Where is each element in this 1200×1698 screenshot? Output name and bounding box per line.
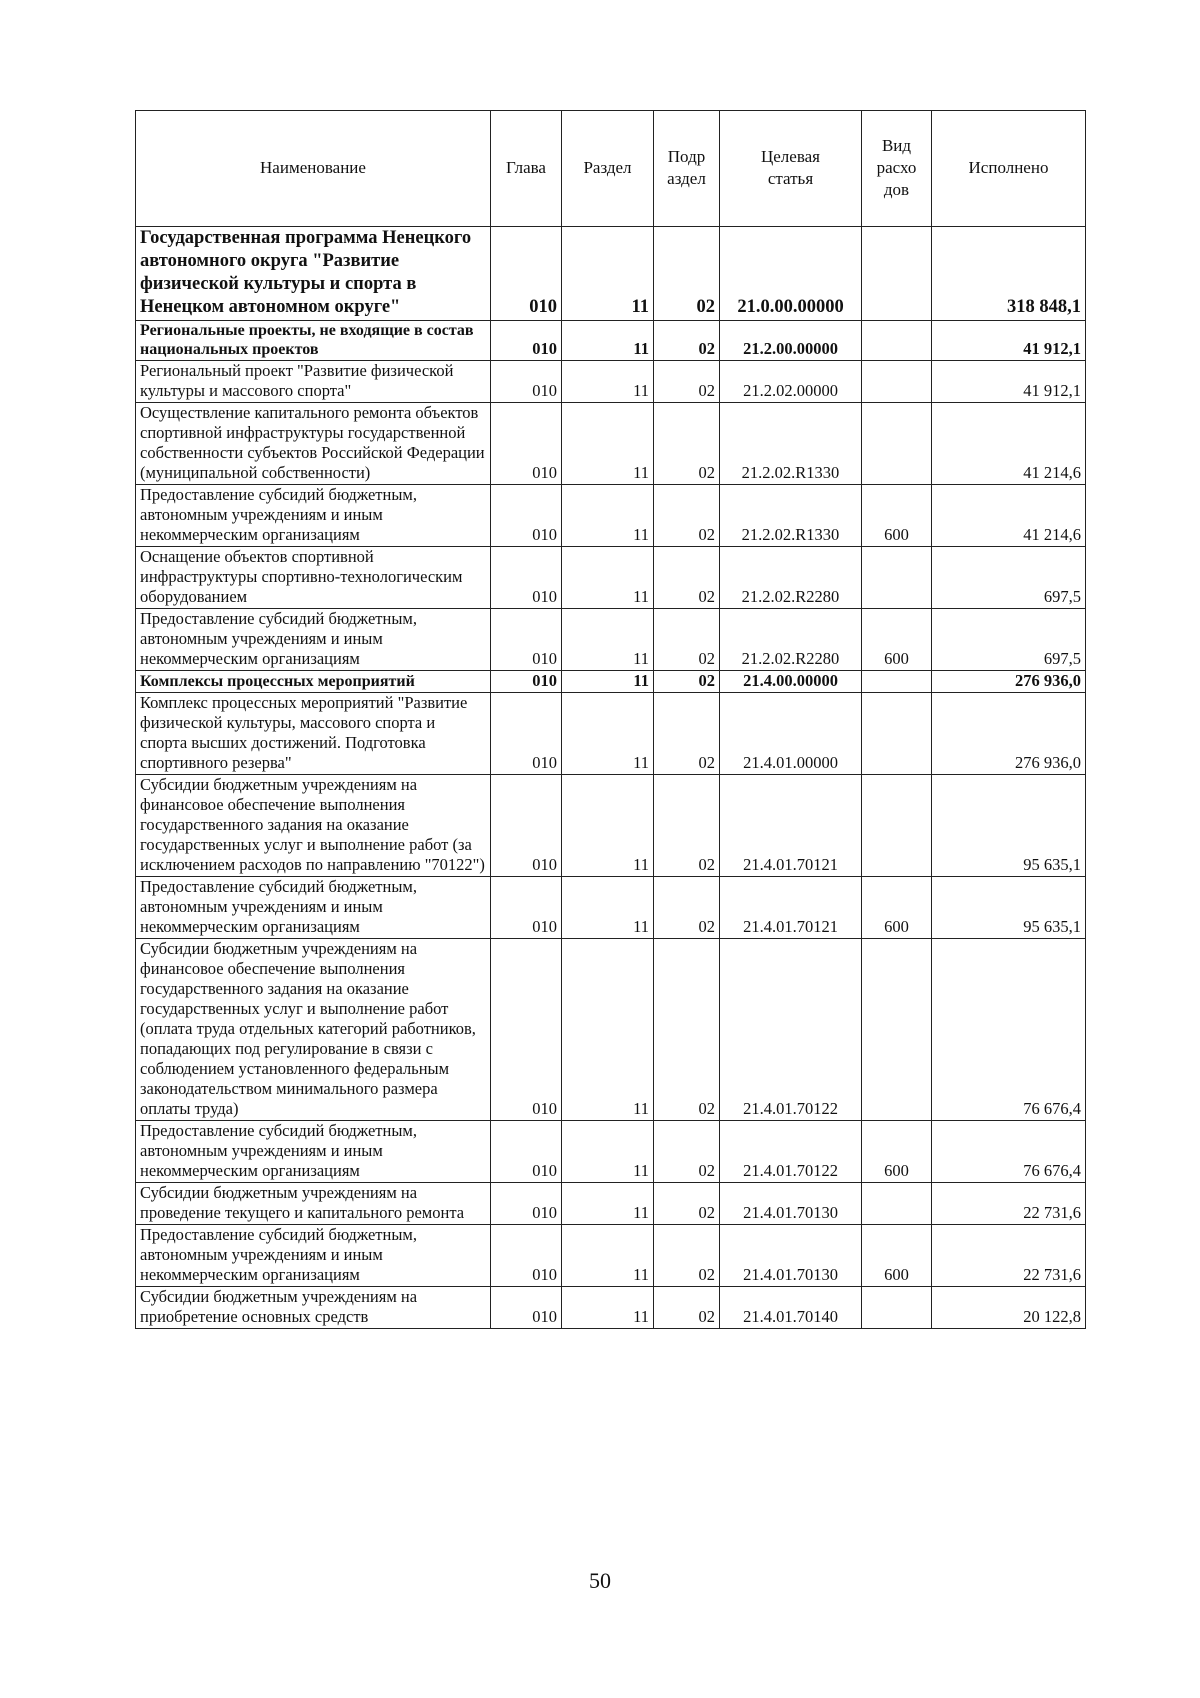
row-target: 21.4.01.70121 xyxy=(720,877,862,939)
header-chapter: Глава xyxy=(491,111,562,227)
row-section: 11 xyxy=(562,609,654,671)
row-expense-type xyxy=(862,693,932,775)
row-name: Предоставление субсидий бюджетным, автономным учреждениям и иным некоммерческим организациям xyxy=(136,1225,491,1287)
table-row xyxy=(136,877,1086,939)
row-executed: 41 912,1 xyxy=(932,361,1086,403)
row-subsection: 02 xyxy=(654,877,720,939)
row-chapter: 010 xyxy=(491,939,562,1121)
row-name: Субсидии бюджетным учреждениям на проведение текущего и капитального ремонта xyxy=(136,1183,491,1225)
row-target: 21.4.01.70140 xyxy=(720,1287,862,1329)
row-name: Комплексы процессных мероприятий xyxy=(136,671,491,693)
row-chapter: 010 xyxy=(491,227,562,321)
row-subsection: 02 xyxy=(654,671,720,693)
row-section: 11 xyxy=(562,671,654,693)
row-expense-type xyxy=(862,1183,932,1225)
row-expense-type xyxy=(862,547,932,609)
row-executed: 95 635,1 xyxy=(932,775,1086,877)
row-executed: 276 936,0 xyxy=(932,693,1086,775)
row-executed: 22 731,6 xyxy=(932,1183,1086,1225)
row-subsection: 02 xyxy=(654,775,720,877)
row-subsection: 02 xyxy=(654,1183,720,1225)
table-row xyxy=(136,609,1086,671)
row-executed: 276 936,0 xyxy=(932,671,1086,693)
row-expense-type xyxy=(862,775,932,877)
row-chapter: 010 xyxy=(491,1287,562,1329)
row-subsection: 02 xyxy=(654,227,720,321)
row-section: 11 xyxy=(562,403,654,485)
row-name: Государственная программа Ненецкого автономного округа "Развитие физической культуры и спорта в Ненецком автономном округе" xyxy=(136,227,491,321)
table-row xyxy=(136,693,1086,775)
header-executed: Исполнено xyxy=(932,111,1086,227)
row-name: Предоставление субсидий бюджетным, автономным учреждениям и иным некоммерческим организациям xyxy=(136,609,491,671)
table-row xyxy=(136,1225,1086,1287)
row-section: 11 xyxy=(562,485,654,547)
row-name: Предоставление субсидий бюджетным, автономным учреждениям и иным некоммерческим организациям xyxy=(136,1121,491,1183)
row-chapter: 010 xyxy=(491,547,562,609)
row-target: 21.2.02.R2280 xyxy=(720,609,862,671)
row-executed: 41 912,1 xyxy=(932,321,1086,361)
row-section: 11 xyxy=(562,1183,654,1225)
row-executed: 318 848,1 xyxy=(932,227,1086,321)
row-target: 21.4.00.00000 xyxy=(720,671,862,693)
row-name: Предоставление субсидий бюджетным, автономным учреждениям и иным некоммерческим организациям xyxy=(136,485,491,547)
row-target: 21.4.01.70121 xyxy=(720,775,862,877)
row-target: 21.4.01.00000 xyxy=(720,693,862,775)
row-expense-type: 600 xyxy=(862,877,932,939)
row-expense-type: 600 xyxy=(862,1121,932,1183)
page-number: 50 xyxy=(589,1568,611,1593)
row-executed: 20 122,8 xyxy=(932,1287,1086,1329)
row-subsection: 02 xyxy=(654,939,720,1121)
table-row xyxy=(136,485,1086,547)
row-chapter: 010 xyxy=(491,321,562,361)
row-chapter: 010 xyxy=(491,485,562,547)
row-section: 11 xyxy=(562,1225,654,1287)
row-chapter: 010 xyxy=(491,1225,562,1287)
row-executed: 22 731,6 xyxy=(932,1225,1086,1287)
table-row xyxy=(136,361,1086,403)
row-section: 11 xyxy=(562,775,654,877)
table-row xyxy=(136,321,1086,361)
row-name: Субсидии бюджетным учреждениям на приобретение основных средств xyxy=(136,1287,491,1329)
table-row xyxy=(136,671,1086,693)
row-target: 21.2.02.R2280 xyxy=(720,547,862,609)
row-target: 21.4.01.70130 xyxy=(720,1183,862,1225)
row-name: Субсидии бюджетным учреждениям на финансовое обеспечение выполнения государственного задания на оказание государственных услуг и выполнение работ (за исключением расходов по направлению "70122") xyxy=(136,775,491,877)
row-expense-type: 600 xyxy=(862,1225,932,1287)
row-name: Оснащение объектов спортивной инфраструктуры спортивно-технологическим оборудованием xyxy=(136,547,491,609)
row-chapter: 010 xyxy=(491,609,562,671)
row-executed: 41 214,6 xyxy=(932,485,1086,547)
row-target: 21.2.02.R1330 xyxy=(720,485,862,547)
row-name: Субсидии бюджетным учреждениям на финансовое обеспечение выполнения государственного задания на оказание государственных услуг и выполнение работ (оплата труда отдельных категорий работников, попадающих под регулирование в связи с соблюдением установленного федеральным законодательством минимального размера оплаты труда) xyxy=(136,939,491,1121)
table-row xyxy=(136,939,1086,1121)
table-row xyxy=(136,775,1086,877)
table-header-row xyxy=(136,111,1086,227)
header-expense-type: Вид расхо дов xyxy=(862,111,932,227)
row-subsection: 02 xyxy=(654,1121,720,1183)
row-expense-type xyxy=(862,227,932,321)
row-section: 11 xyxy=(562,547,654,609)
row-target: 21.2.02.00000 xyxy=(720,361,862,403)
header-subsection: Подр аздел xyxy=(654,111,720,227)
table-row xyxy=(136,1287,1086,1329)
row-subsection: 02 xyxy=(654,403,720,485)
row-subsection: 02 xyxy=(654,1225,720,1287)
row-target: 21.0.00.00000 xyxy=(720,227,862,321)
row-chapter: 010 xyxy=(491,671,562,693)
row-chapter: 010 xyxy=(491,361,562,403)
row-executed: 697,5 xyxy=(932,547,1086,609)
row-name: Комплекс процессных мероприятий "Развитие физической культуры, массового спорта и спорта высших достижений. Подготовка спортивного резерва" xyxy=(136,693,491,775)
row-expense-type: 600 xyxy=(862,485,932,547)
table-row xyxy=(136,1121,1086,1183)
row-expense-type: 600 xyxy=(862,609,932,671)
row-section: 11 xyxy=(562,693,654,775)
row-expense-type xyxy=(862,321,932,361)
row-executed: 697,5 xyxy=(932,609,1086,671)
row-expense-type xyxy=(862,671,932,693)
row-subsection: 02 xyxy=(654,1287,720,1329)
row-subsection: 02 xyxy=(654,321,720,361)
row-subsection: 02 xyxy=(654,547,720,609)
row-subsection: 02 xyxy=(654,693,720,775)
row-executed: 76 676,4 xyxy=(932,939,1086,1121)
header-section: Раздел xyxy=(562,111,654,227)
row-section: 11 xyxy=(562,1287,654,1329)
row-name: Региональные проекты, не входящие в состав национальных проектов xyxy=(136,321,491,361)
row-chapter: 010 xyxy=(491,775,562,877)
row-chapter: 010 xyxy=(491,693,562,775)
row-chapter: 010 xyxy=(491,1121,562,1183)
row-name: Региональный проект "Развитие физической культуры и массового спорта" xyxy=(136,361,491,403)
budget-table xyxy=(135,110,1086,1329)
table-row xyxy=(136,227,1086,321)
row-name: Предоставление субсидий бюджетным, автономным учреждениям и иным некоммерческим организациям xyxy=(136,877,491,939)
row-chapter: 010 xyxy=(491,877,562,939)
row-name: Осуществление капитального ремонта объектов спортивной инфраструктуры государственной собственности субъектов Российской Федерации (муниципальной собственности) xyxy=(136,403,491,485)
row-expense-type xyxy=(862,939,932,1121)
row-target: 21.4.01.70122 xyxy=(720,1121,862,1183)
row-target: 21.4.01.70122 xyxy=(720,939,862,1121)
row-target: 21.2.00.00000 xyxy=(720,321,862,361)
row-expense-type xyxy=(862,1287,932,1329)
row-executed: 95 635,1 xyxy=(932,877,1086,939)
row-section: 11 xyxy=(562,1121,654,1183)
row-subsection: 02 xyxy=(654,609,720,671)
row-target: 21.4.01.70130 xyxy=(720,1225,862,1287)
row-section: 11 xyxy=(562,321,654,361)
table-row xyxy=(136,547,1086,609)
header-name: Наименование xyxy=(136,111,491,227)
row-executed: 41 214,6 xyxy=(932,403,1086,485)
table-row xyxy=(136,403,1086,485)
row-section: 11 xyxy=(562,939,654,1121)
row-section: 11 xyxy=(562,227,654,321)
row-expense-type xyxy=(862,403,932,485)
header-target: Целевая статья xyxy=(720,111,862,227)
row-section: 11 xyxy=(562,361,654,403)
row-expense-type xyxy=(862,361,932,403)
row-target: 21.2.02.R1330 xyxy=(720,403,862,485)
row-chapter: 010 xyxy=(491,1183,562,1225)
table-row xyxy=(136,1183,1086,1225)
row-subsection: 02 xyxy=(654,361,720,403)
row-subsection: 02 xyxy=(654,485,720,547)
row-section: 11 xyxy=(562,877,654,939)
row-executed: 76 676,4 xyxy=(932,1121,1086,1183)
row-chapter: 010 xyxy=(491,403,562,485)
